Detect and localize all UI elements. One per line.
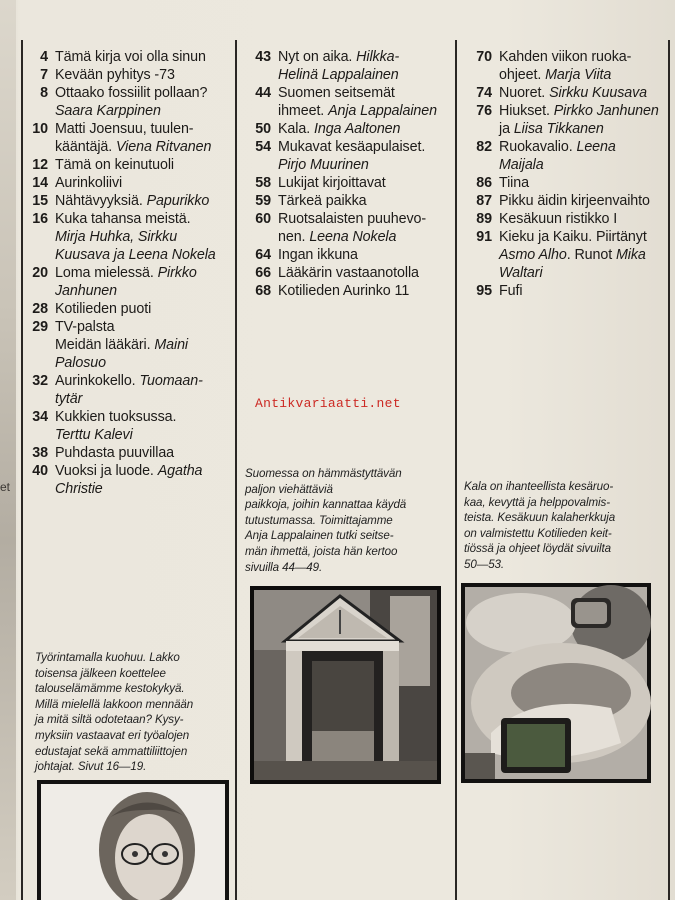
entry-title — [499, 174, 675, 192]
entry-line — [55, 84, 233, 102]
entry-line — [499, 156, 675, 174]
entry-line — [278, 156, 457, 174]
contents-entry — [255, 210, 457, 246]
title-text: Kesäkuun ristikko I — [499, 211, 618, 227]
entry-title — [55, 444, 233, 462]
page-number: 34 — [32, 409, 48, 425]
title-text: Ruokavalio. — [499, 139, 577, 155]
entry-line — [278, 174, 457, 192]
entry-title — [55, 66, 233, 84]
entry-line — [499, 102, 675, 120]
entry-title — [55, 156, 233, 174]
entry-line — [55, 372, 233, 390]
entry-line — [55, 120, 233, 138]
entry-line — [499, 174, 675, 192]
entry-line — [278, 264, 457, 282]
page-number: 59 — [255, 193, 271, 209]
entry-line — [55, 102, 233, 120]
entry-line — [278, 102, 457, 120]
title-text: Kuka tahansa meistä. — [55, 211, 191, 227]
entry-line — [278, 84, 457, 102]
title-text: Pikku äidin kirjeenvaihto — [499, 193, 650, 209]
entry-line — [499, 246, 675, 264]
page-number: 82 — [476, 139, 492, 155]
contents-entry — [32, 264, 233, 300]
caption-line: tutustumassa. Toimittajamme — [245, 513, 393, 527]
caption-line: teista. Kesäkuun kalaherkkuja — [464, 511, 616, 525]
title-text: Tiina — [499, 175, 529, 191]
entry-line — [55, 264, 233, 282]
contents-entry — [255, 120, 457, 138]
caption-line: Suomessa on hämmästyttävän — [245, 467, 402, 480]
page-number: 44 — [255, 85, 271, 101]
entry-line — [55, 192, 233, 210]
entry-title — [499, 84, 675, 102]
entry-line — [55, 462, 233, 480]
contents-entry — [476, 138, 675, 174]
entry-line — [55, 336, 233, 354]
entry-line — [278, 66, 457, 84]
contents-entry — [255, 282, 457, 300]
contents-entry — [32, 300, 233, 318]
page-number: 4 — [40, 49, 48, 65]
entry-title — [55, 120, 233, 156]
author-name: Kuusava ja Leena Nokela — [55, 247, 216, 263]
entry-line — [55, 480, 233, 498]
entry-title — [499, 138, 675, 174]
page-number: 28 — [32, 301, 48, 317]
title-text: Tämä on keinutuoli — [55, 157, 174, 173]
author-name: Waltari — [499, 265, 543, 281]
author-name: Tuomaan- — [139, 373, 203, 389]
entry-title — [499, 210, 675, 228]
caption-line: sivuilla 44—49. — [245, 560, 323, 574]
title-text: . Runot — [566, 247, 616, 263]
title-text: nen. — [278, 229, 310, 245]
page-number: 20 — [32, 265, 48, 281]
author-name: Asmo Alho — [499, 247, 567, 263]
caption-line: edustajat sekä ammattiliittojen — [35, 744, 188, 758]
portrait-image — [37, 780, 229, 900]
caption-wonders — [245, 466, 455, 575]
contents-entry — [32, 174, 233, 192]
contents-entry — [476, 174, 675, 192]
entry-title — [499, 102, 675, 138]
entry-line — [55, 318, 233, 336]
entry-line — [55, 210, 233, 228]
entry-line — [55, 174, 233, 192]
contents-entry — [255, 48, 457, 84]
contents-column-2 — [255, 48, 457, 300]
author-name: Hilkka- — [356, 49, 400, 65]
author-name: Palosuo — [55, 355, 106, 371]
entry-title — [278, 282, 457, 300]
title-text: Suomen seitsemät — [278, 85, 395, 101]
caption-line: johtajat. Sivut 16—19. — [35, 760, 147, 774]
caption-line: Kala on ihanteellista kesäruo- — [464, 480, 614, 493]
entry-line — [499, 66, 675, 84]
contents-entry — [255, 138, 457, 174]
contents-entry — [32, 120, 233, 156]
author-name: Pirjo Muurinen — [278, 157, 369, 173]
contents-entry — [32, 408, 233, 444]
entry-title — [278, 138, 457, 174]
contents-entry — [32, 462, 233, 498]
caption-line: myksiin vastaavat eri työalojen — [35, 728, 190, 742]
page-number: 74 — [476, 85, 492, 101]
author-name: Saara Karppinen — [55, 103, 161, 119]
contents-entry — [476, 48, 675, 84]
entry-line — [278, 246, 457, 264]
contents-column-1 — [32, 48, 233, 498]
entry-line — [55, 390, 233, 408]
entry-line — [499, 48, 675, 66]
page-number: 29 — [32, 319, 48, 335]
page-number: 58 — [255, 175, 271, 191]
entry-line — [499, 210, 675, 228]
author-name: Sirkku Kuusava — [549, 85, 647, 101]
entry-title — [55, 372, 233, 408]
title-text: Lukijat kirjoittavat — [278, 175, 386, 191]
title-text: Meidän lääkäri. — [55, 337, 155, 353]
page-number: 89 — [476, 211, 492, 227]
entry-title — [278, 210, 457, 246]
author-name: Pirkko Janhunen — [553, 103, 659, 119]
title-text: Tämä kirja voi olla sinun — [55, 49, 206, 65]
page-number: 54 — [255, 139, 271, 155]
entry-line — [55, 300, 233, 318]
contents-entry — [476, 84, 675, 102]
page-number: 95 — [476, 283, 492, 299]
author-name: Papurikko — [146, 193, 210, 209]
entry-title — [55, 300, 233, 318]
page-number: 40 — [32, 463, 48, 479]
page-number: 86 — [476, 175, 492, 191]
caption-line: Millä mielellä lakkoon mennään — [35, 697, 194, 711]
title-text: Hiukset. — [499, 103, 554, 119]
contents-entry — [476, 102, 675, 138]
entry-title — [55, 408, 233, 444]
author-name: Agatha — [157, 463, 203, 479]
contents-entry — [32, 192, 233, 210]
title-text: Kotilieden Aurinko 11 — [278, 283, 410, 299]
entry-title — [55, 318, 233, 372]
entry-line — [55, 138, 233, 156]
caption-line: Anja Lappalainen tutki seitse- — [245, 529, 394, 543]
entry-title — [278, 246, 457, 264]
entry-line — [55, 66, 233, 84]
author-name: Pirkko — [157, 265, 197, 281]
entry-line — [278, 48, 457, 66]
contents-entry — [255, 246, 457, 264]
page-number: 76 — [476, 103, 492, 119]
title-text: Aurinkokello. — [55, 373, 140, 389]
entry-line — [278, 192, 457, 210]
entry-line — [55, 246, 233, 264]
contents-entry — [476, 210, 675, 228]
title-text: Kevään pyhitys -73 — [55, 67, 175, 83]
author-name: Marja Viita — [545, 67, 612, 83]
author-name: Christie — [55, 481, 103, 497]
entry-line — [55, 282, 233, 300]
contents-entry — [40, 66, 233, 84]
entry-title — [55, 210, 233, 264]
edge-label: et — [0, 480, 11, 494]
caption-line: toisensa jälkeen koettelee — [35, 666, 166, 680]
entry-title — [278, 174, 457, 192]
entry-title — [278, 48, 457, 84]
page-number: 15 — [32, 193, 48, 209]
contents-entry — [255, 174, 457, 192]
entry-title — [278, 84, 457, 120]
caption-line: talouselämämme kestokykyä. — [35, 682, 185, 696]
contents-entry — [40, 48, 233, 66]
caption-strike — [35, 650, 233, 775]
entry-line — [499, 84, 675, 102]
title-text: Fufi — [499, 283, 523, 299]
entry-line — [499, 282, 675, 300]
title-text: Lääkärin vastaanotolla — [278, 265, 419, 281]
entry-title — [55, 264, 233, 300]
entry-title — [278, 192, 457, 210]
caption-fish — [464, 479, 669, 573]
photo-fish-dish — [461, 583, 651, 783]
contents-entry — [255, 84, 457, 120]
entry-title — [55, 84, 233, 120]
page-number: 68 — [255, 283, 271, 299]
title-text: ihmeet. — [278, 103, 329, 119]
title-text: Ottaako fossiilit pollaan? — [55, 85, 208, 101]
entry-line — [499, 264, 675, 282]
page-number: 87 — [476, 193, 492, 209]
entry-line — [499, 192, 675, 210]
author-name: Viena Ritvanen — [116, 139, 212, 155]
page-number: 8 — [40, 85, 48, 101]
title-text: Kala. — [278, 121, 314, 137]
page-number: 38 — [32, 445, 48, 461]
title-text: Matti Joensuu, tuulen- — [55, 121, 194, 137]
title-text: Kieku ja Kaiku. Piirtänyt — [499, 229, 647, 245]
entry-title — [499, 282, 675, 300]
contents-entry — [40, 84, 233, 120]
caption-line: män ihmettä, joista hän kertoo — [245, 544, 398, 558]
contents-entry — [32, 318, 233, 372]
entry-line — [55, 444, 233, 462]
author-name: Helinä Lappalainen — [278, 67, 399, 83]
author-name: Maijala — [499, 157, 544, 173]
contents-entry — [32, 156, 233, 174]
caption-line: ja mitä siltä odotetaan? Kysy- — [35, 713, 184, 727]
caption-line: paljon viehättäviä — [245, 482, 333, 496]
entry-title — [55, 48, 233, 66]
entry-line — [55, 354, 233, 372]
entry-title — [278, 264, 457, 282]
title-text: Vuoksi ja luode. — [55, 463, 158, 479]
entry-line — [55, 426, 233, 444]
entry-line — [278, 138, 457, 156]
page-number: 10 — [32, 121, 48, 137]
photo-portrait — [37, 780, 229, 900]
caption-line: Työrintamalla kuohuu. Lakko — [35, 651, 180, 664]
contents-entry — [32, 372, 233, 408]
contents-entry — [32, 444, 233, 462]
entry-title — [499, 192, 675, 210]
page-number: 91 — [476, 229, 492, 245]
caption-line: 50—53. — [464, 557, 505, 571]
title-text: Kukkien tuoksussa. — [55, 409, 177, 425]
contents-entry — [255, 264, 457, 282]
entry-line — [499, 120, 675, 138]
gateway-image — [250, 586, 441, 784]
title-text: Mukavat kesäapulaiset. — [278, 139, 426, 155]
photo-gateway — [250, 586, 441, 784]
contents-entry — [32, 210, 233, 264]
page-number: 66 — [255, 265, 271, 281]
contents-entry — [476, 282, 675, 300]
page-number: 60 — [255, 211, 271, 227]
page-number: 32 — [32, 373, 48, 389]
title-text: Tärkeä paikka — [278, 193, 367, 209]
entry-line — [499, 228, 675, 246]
title-text: Kotilieden puoti — [55, 301, 152, 317]
title-text: Nyt on aika. — [278, 49, 357, 65]
entry-title — [499, 48, 675, 84]
contents-entry — [476, 192, 675, 210]
title-text: Ingan ikkuna — [278, 247, 358, 263]
entry-line — [55, 408, 233, 426]
author-name: Terttu Kalevi — [55, 427, 133, 443]
title-text: Kahden viikon ruoka- — [499, 49, 632, 65]
caption-line: paikkoja, joihin kannattaa käydä — [245, 498, 407, 512]
author-name: Maini — [154, 337, 188, 353]
contents-column-3 — [476, 48, 675, 300]
title-text: Ruotsalaisten puuhevo- — [278, 211, 427, 227]
contents-entry — [255, 192, 457, 210]
entry-line — [55, 48, 233, 66]
entry-line — [278, 282, 457, 300]
title-text: TV-palsta — [55, 319, 115, 335]
watermark: Antikvariaatti.net — [255, 396, 401, 411]
fish-dish-image — [461, 583, 651, 783]
page-number: 70 — [476, 49, 492, 65]
page-number: 7 — [40, 67, 48, 83]
title-text: Nuoret. — [499, 85, 550, 101]
title-text: Loma mielessä. — [55, 265, 158, 281]
page-number: 16 — [32, 211, 48, 227]
author-name: Leena — [576, 139, 616, 155]
entry-line — [499, 138, 675, 156]
author-name: tytär — [55, 391, 83, 407]
author-name: Janhunen — [55, 283, 118, 299]
entry-title — [55, 462, 233, 498]
author-name: Anja Lappalainen — [328, 103, 437, 119]
entry-title — [55, 174, 233, 192]
author-name: Inga Aaltonen — [313, 121, 401, 137]
entry-title — [55, 192, 233, 210]
author-name: Mika — [615, 247, 646, 263]
page-number: 50 — [255, 121, 271, 137]
page-number: 64 — [255, 247, 271, 263]
author-name: Liisa Tikkanen — [513, 121, 604, 137]
title-text: Puhdasta puuvillaa — [55, 445, 175, 461]
entry-title — [278, 120, 457, 138]
page-number: 12 — [32, 157, 48, 173]
entry-line — [278, 228, 457, 246]
title-text: Aurinkoliivi — [55, 175, 123, 191]
title-text: Nähtävyyksiä. — [55, 193, 147, 209]
caption-line: tiössä ja ohjeet löydät sivuilta — [464, 542, 611, 556]
title-text: kääntäjä. — [55, 139, 116, 155]
entry-line — [278, 210, 457, 228]
entry-line — [55, 228, 233, 246]
caption-line: kaa, kevyttä ja helppovalmis- — [464, 495, 610, 509]
entry-line — [55, 156, 233, 174]
title-text: ja — [499, 121, 514, 137]
entry-title — [499, 228, 675, 282]
contents-entry — [476, 228, 675, 282]
page-number: 43 — [255, 49, 271, 65]
entry-line — [278, 120, 457, 138]
author-name: Mirja Huhka, Sirkku — [55, 229, 178, 245]
title-text: ohjeet. — [499, 67, 546, 83]
author-name: Leena Nokela — [309, 229, 397, 245]
page-number: 14 — [32, 175, 48, 191]
caption-line: on valmistettu Kotilieden keit- — [464, 526, 612, 540]
